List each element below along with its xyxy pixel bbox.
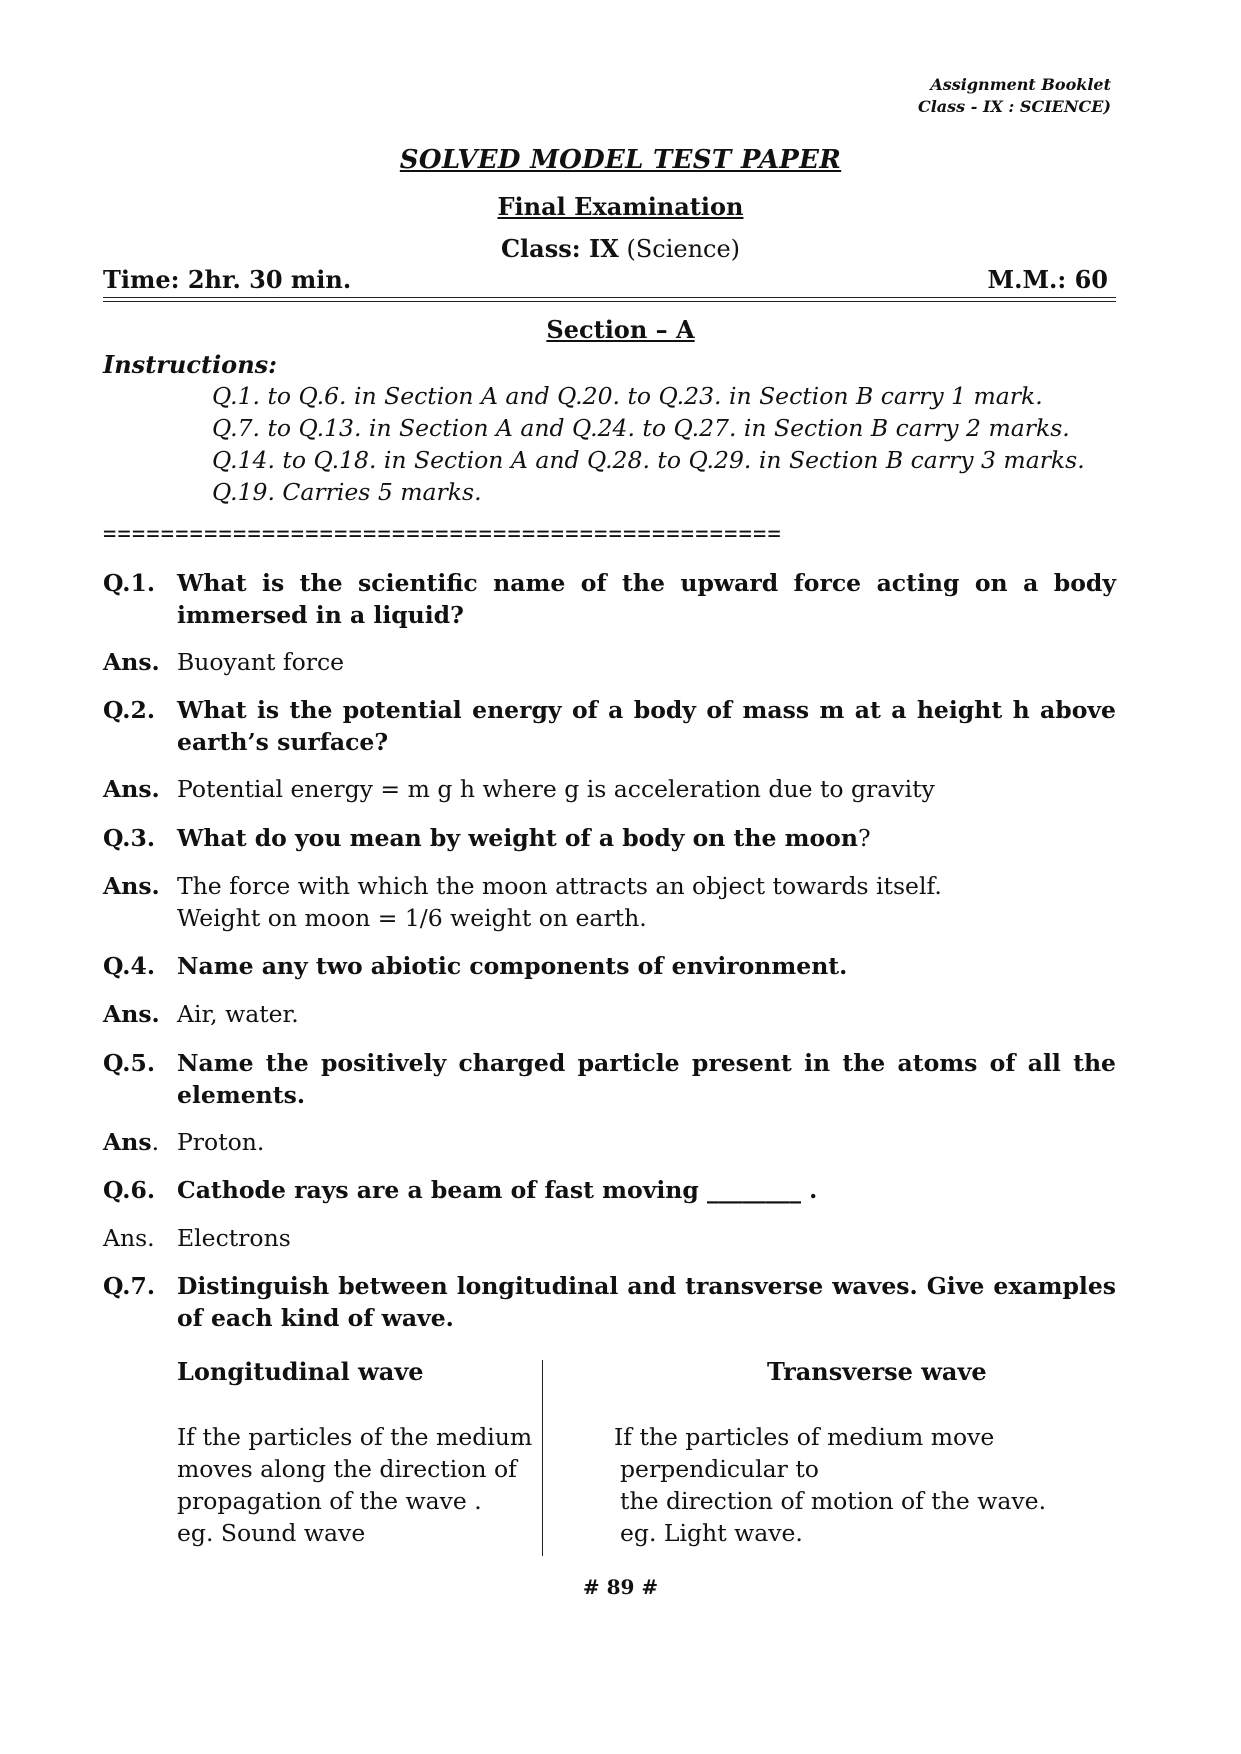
header-rule-1 — [103, 297, 1116, 298]
answer-3 — [103, 870, 1116, 934]
answer-5 — [103, 1126, 1116, 1158]
instruction-line: Q.19. Carries 5 marks. — [212, 478, 482, 506]
answer-label-wrap — [103, 1126, 159, 1158]
header-rule-2 — [103, 301, 1116, 302]
answer-label: Ans. — [103, 648, 160, 676]
transverse-line: eg. Light wave. — [620, 1519, 803, 1547]
answer-label: Ans — [103, 1128, 152, 1156]
answer-text-2: Weight on moon = 1/6 weight on earth. — [177, 904, 647, 932]
exam-title-text: Final Examination — [497, 192, 744, 221]
question-label: Q.3. — [103, 824, 156, 852]
transverse-line: the direction of motion of the wave. — [620, 1487, 1047, 1515]
page-title: SOLVED MODEL TEST PAPER — [399, 145, 842, 175]
answer-text: Potential energy = m g h where g is acceleration due to gravity — [177, 775, 935, 803]
answer-text: The force with which the moon attracts an object towards itself. — [177, 872, 942, 900]
instruction-line: Q.14. to Q.18. in Section A and Q.28. to Q.29. in Section B carry 3 marks. — [212, 446, 1085, 474]
answer-label: Ans. — [103, 775, 160, 803]
question-text-wrap — [177, 822, 1116, 854]
class-line — [0, 234, 1241, 263]
answer-2 — [103, 773, 1116, 805]
class-subject: (Science) — [626, 235, 741, 263]
instruction-line: Q.7. to Q.13. in Section A and Q.24. to Q.27. in Section B carry 2 marks. — [212, 414, 1070, 442]
question-5 — [103, 1047, 1116, 1111]
question-7 — [103, 1270, 1116, 1334]
question-text: Distinguish between longitudinal and transverse waves. Give examples of each kind of wave. — [177, 1272, 1116, 1332]
answer-text: Buoyant force — [177, 648, 345, 676]
question-1 — [103, 567, 1116, 631]
question-text: Name the positively charged particle present in the atoms of all the elements. — [177, 1049, 1116, 1109]
question-text: What is the scientific name of the upward force acting on a body immersed in a liquid? — [177, 569, 1116, 629]
exam-title — [0, 192, 1241, 221]
section-heading — [0, 315, 1241, 344]
longitudinal-heading: Longitudinal wave — [177, 1357, 424, 1386]
question-label: Q.4. — [103, 952, 156, 980]
time-allowed: Time: 2hr. 30 min. — [103, 265, 352, 294]
answer-text: Proton. — [177, 1128, 265, 1156]
answer-label: Ans. — [103, 872, 160, 900]
answer-label-dot: . — [151, 1128, 160, 1156]
answer-text: Air, water. — [177, 1000, 299, 1028]
instructions-heading: Instructions: — [103, 350, 278, 379]
question-4 — [103, 950, 1116, 982]
question-6 — [103, 1174, 1116, 1206]
separator-line: =============================================== — [103, 522, 782, 547]
column-divider — [542, 1360, 543, 1556]
answer-label: Ans. — [103, 1224, 155, 1252]
question-label: Q.2. — [103, 696, 156, 724]
question-2 — [103, 694, 1116, 758]
answer-text: Electrons — [177, 1224, 291, 1252]
transverse-heading: Transverse wave — [767, 1357, 987, 1386]
longitudinal-line: moves along the direction of — [177, 1455, 517, 1483]
question-label: Q.5. — [103, 1049, 156, 1077]
question-text: What is the potential energy of a body of mass m at a height h above earth’s surface? — [177, 696, 1116, 756]
question-3 — [103, 822, 1116, 854]
question-text: Cathode rays are a beam of fast moving ________ . — [177, 1176, 818, 1204]
question-label: Q.6. — [103, 1176, 156, 1204]
section-heading-text: Section – A — [546, 315, 695, 344]
question-suffix: ? — [857, 824, 871, 852]
class-label: Class: IX — [500, 234, 619, 263]
transverse-line: If the particles of medium move — [614, 1423, 995, 1451]
transverse-line: perpendicular to — [620, 1455, 819, 1483]
longitudinal-line: propagation of the wave . — [177, 1487, 482, 1515]
booklet-header — [918, 74, 1111, 118]
header-line-1: Assignment Booklet — [930, 75, 1111, 94]
max-marks: M.M.: 60 — [987, 265, 1108, 294]
longitudinal-line: If the particles of the medium — [177, 1423, 533, 1451]
page-number: # 89 # — [582, 1575, 659, 1599]
question-text: Name any two abiotic components of environment. — [177, 952, 848, 980]
transverse-description — [614, 1421, 1046, 1549]
instructions-list — [212, 380, 1085, 508]
question-label: Q.1. — [103, 569, 156, 597]
question-text: What do you mean by weight of a body on the moon — [177, 824, 858, 852]
answer-label: Ans. — [103, 1000, 160, 1028]
answer-4 — [103, 998, 1116, 1030]
longitudinal-line: eg. Sound wave — [177, 1519, 366, 1547]
answer-1 — [103, 646, 1116, 678]
answer-6 — [103, 1222, 1116, 1254]
longitudinal-description — [177, 1421, 532, 1549]
instruction-line: Q.1. to Q.6. in Section A and Q.20. to Q.23. in Section B carry 1 mark. — [212, 382, 1043, 410]
question-label: Q.7. — [103, 1272, 156, 1300]
header-line-2: Class - IX : SCIENCE) — [917, 97, 1111, 116]
